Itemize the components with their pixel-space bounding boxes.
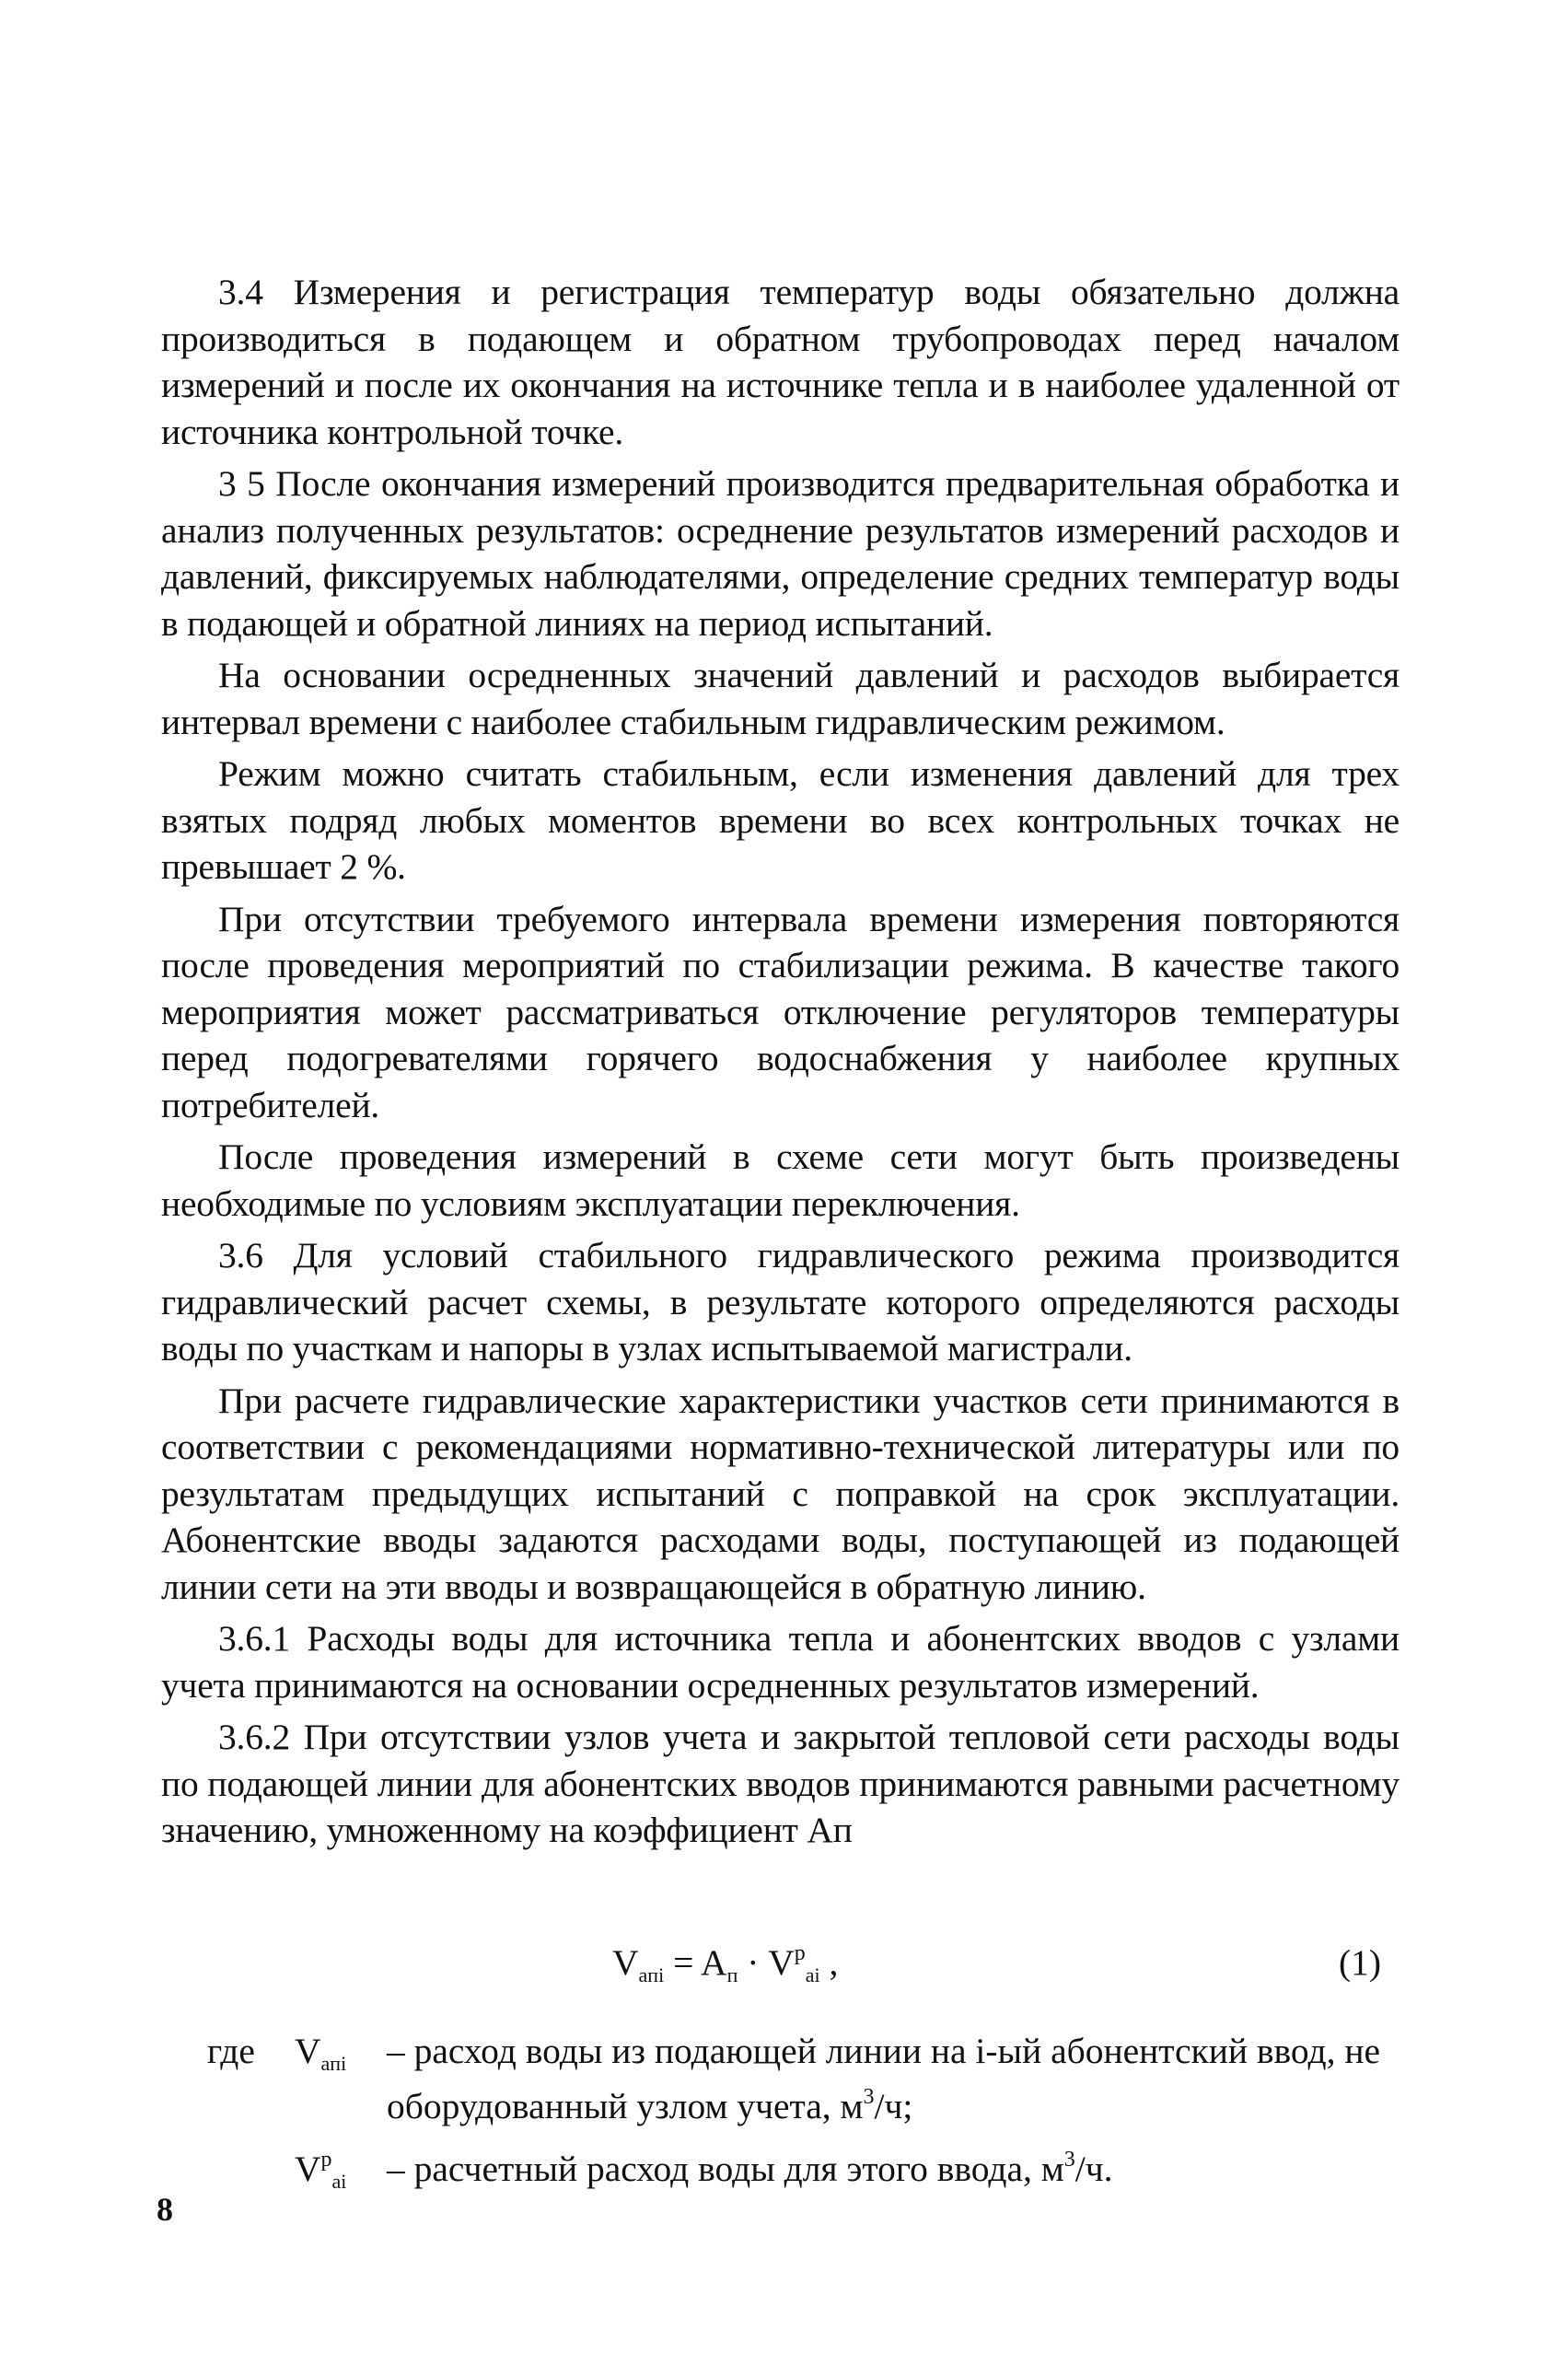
paragraph-hydraulic-characteristics: При расчете гидравлические характеристики участков сети принимаются в соответствии с рекомендациями нормативно-технической литературы или по результатам предыдущих испытаний с поправкой на срок эксплуатации. Абонентские вводы задаются расходами воды, поступающей из подающей линии сети на эти вводы и возвращающейся в обратную линию.: [161, 1380, 1400, 1607]
paragraph-interval: На основании осредненных значений давлений и расходов выбирается интервал времени с наиболее стабильным гидравлическим режимом.: [161, 655, 1400, 742]
formula-multiply: · V: [738, 1942, 795, 1983]
paragraph-3-6-1: 3.6.1 Расходы воды для источника тепла и абонентских вводов с узлами учета принимаются на основании осредненных результатов измерений.: [161, 1618, 1400, 1706]
page-number: 8: [157, 2191, 173, 2228]
formula-expression: [612, 1941, 838, 1987]
formula-coefficient-subscript: п: [726, 1963, 738, 1986]
definition-row-1: [207, 2028, 1404, 2129]
definition-1-symbol: [295, 2028, 387, 2087]
paragraph-3-6: 3.6 Для условий стабильного гидравлического режима производится гидравлический расчет схемы, в результате которого определяются расходы воды по участкам и напоры в узлах испытываемой магистрали.: [161, 1235, 1400, 1369]
definition-row-2: [207, 2137, 1404, 2205]
formula-equals: = A: [664, 1942, 727, 1983]
definition-1-description: – расход воды из подающей линии на i-ый абонентский ввод, не оборудованный узлом учета, м: [387, 2031, 1381, 2126]
formula-1: [161, 1941, 1400, 1993]
definition-2-symbol-base: V: [295, 2149, 321, 2189]
definition-2-unit-superscript: 3: [1063, 2148, 1075, 2172]
definition-2-symbol-subscript: ai: [331, 2170, 347, 2193]
formula-tail: ,: [819, 1942, 839, 1983]
definition-2-symbol: [295, 2137, 387, 2205]
definition-2-unit-tail: /ч.: [1074, 2149, 1113, 2189]
formula-lhs-subscript: aпi: [638, 1963, 665, 1986]
definition-1-symbol-base: V: [295, 2031, 321, 2071]
paragraph-3-6-2: 3.6.2 При отсутствии узлов учета и закрытой тепловой сети расходы воды по подающей линии для абонентских вводов принимаются равными расчетному значению, умноженному на коэффициент Aп: [161, 1717, 1400, 1850]
paragraph-repeat-measurements: При отсутствии требуемого интервала времени измерения повторяются после проведения мероприятий по стабилизации режима. В качестве такого мероприятия может рассматриваться отключение регуляторов температуры перед подогревателями горячего водоснабжения у наиболее крупных потребителей.: [161, 898, 1400, 1125]
definition-1-symbol-subscript: aпi: [320, 2052, 347, 2075]
paragraph-3-5: 3 5 После окончания измерений производится предварительная обработка и анализ полученных результатов: осреднение результатов измерений расходов и давлений, фиксируемых наблюдателями, определение средних температур воды в подающей и обратной линиях на период испытаний.: [161, 463, 1400, 644]
definitions: [207, 2028, 1404, 2205]
definition-2-text: [387, 2137, 1404, 2192]
body-text: [161, 269, 1400, 1859]
formula-rhs-superscript: p: [794, 1941, 806, 1965]
paragraph-switching: После проведения измерений в схеме сети могут быть произведены необходимые по условиям эксплуатации переключения.: [161, 1136, 1400, 1224]
paragraph-stable-mode: Режим можно считать стабильным, если изменения давлений для трех взятых подряд любых моментов времени во всех контрольных точках не превышает 2 %.: [161, 753, 1400, 887]
definitions-where-label: где: [207, 2031, 255, 2071]
formula-number: (1): [1338, 1942, 1381, 1983]
definition-1-unit-superscript: 3: [863, 2085, 875, 2109]
formula-rhs-subscript: ai: [805, 1963, 820, 1986]
definition-2-description: – расчетный расход воды для этого ввода, м: [387, 2149, 1064, 2189]
paragraph-3-4: 3.4 Измерения и регистрация температур воды обязательно должна производиться в подающем и обратном трубопроводах перед началом измерений и после их окончания на источнике тепла и в наиболее удаленной от источника контрольной точке.: [161, 272, 1400, 452]
definition-2-symbol-superscript: p: [320, 2148, 332, 2172]
definition-1-text: [387, 2028, 1404, 2129]
definition-1-unit-tail: /ч;: [874, 2086, 913, 2126]
formula-lhs: V: [612, 1942, 639, 1983]
